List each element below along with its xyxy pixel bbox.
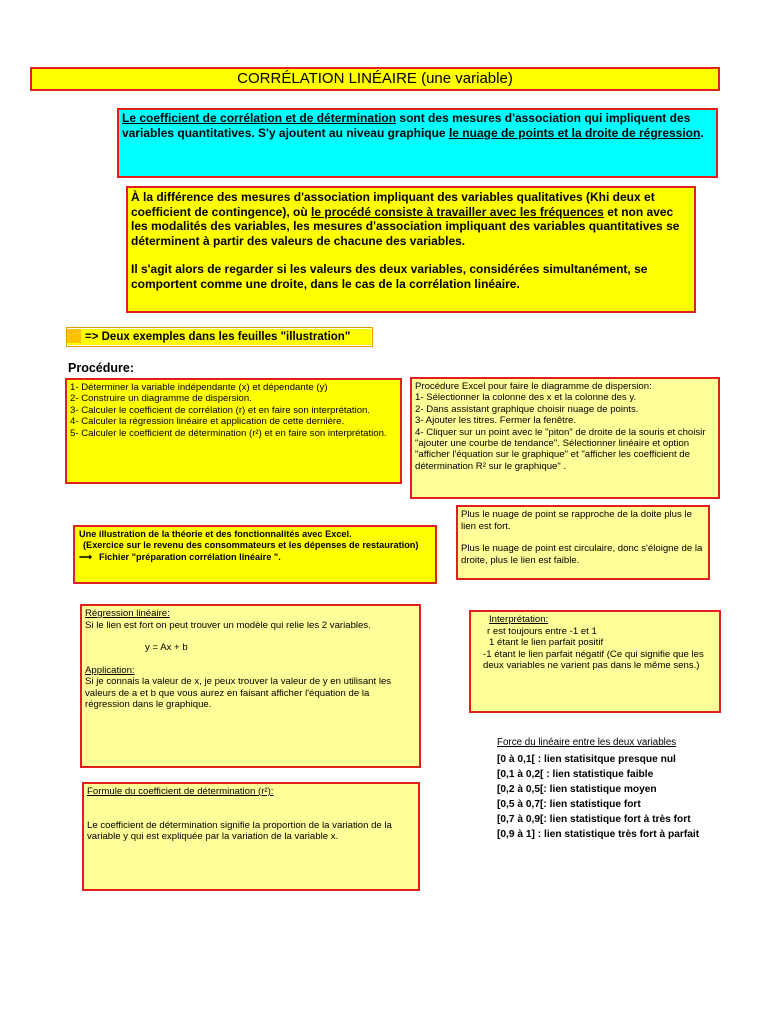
interpretation-box [469, 610, 721, 713]
interpretation-line: -1 étant le lien parfait négatif (Ce qui signifie que les deux variables ne varient pas dans le même sens.) [483, 648, 704, 672]
difference-text-1: À la différence des mesures d'association impliquant des variables qualitatives (Khi deux et coefficient de contingence), où [131, 190, 655, 219]
difference-frequency-term: le procédé consiste à travailler avec les fréquences [311, 204, 604, 219]
procedure-heading: Procédure: [68, 361, 134, 375]
regression-heading: Régression linéaire: [85, 608, 170, 619]
strength-row: [0,5 à 0,7[: lien statistique fort [497, 799, 641, 810]
intro-box [117, 108, 718, 178]
intro-term: Le coefficient de corrélation et de détermination [122, 111, 397, 125]
regression-text: Si le lien est fort on peut trouver un modèle qui relie les 2 variables. [85, 619, 371, 631]
scatter-note-box [456, 505, 710, 580]
scatter-note-1: Plus le nuage de point se rapproche de la doite plus le lien est fort. [461, 509, 692, 532]
examples-label: => Deux exemples dans les feuilles "illustration" [85, 331, 351, 343]
excel-step: Procédure Excel pour faire le diagramme de dispersion: [415, 381, 652, 392]
strength-row: [0 à 0,1[ : lien statisitque presque nul [497, 754, 676, 765]
difference-text-2: et non avec les modalités des variables, les mesures d'association impliquant des variables quantitatives se déterminent à partir des valeurs de chacune des variables. [131, 204, 680, 248]
procedure-step: 4- Calculer la régression linéaire et application de cette dernière. [70, 416, 345, 428]
strength-row: [0,7 à 0,9[: lien statistique fort à très fort [497, 814, 691, 825]
illustration-line-2: (Exercice sur le revenu des consommateurs et les dépenses de restauration) [83, 540, 419, 550]
procedure-steps-box [65, 378, 402, 484]
strength-heading: Force du linéaire entre les deux variables [497, 737, 677, 748]
application-text: Si je connais la valeur de x, je peux trouver la valeur de y en utilisant les valeurs de a et b que vous aurez en faisant afficher l'équation de la régression dans le graphique. [85, 676, 392, 710]
formula-text: Le coefficient de détermination signifie la proportion de la variation de la variable y qui est expliquée par la variation de la variable x. [87, 819, 392, 843]
orange-marker-icon [67, 329, 81, 343]
interpretation-line: 1 étant le lien parfait positif [489, 637, 604, 649]
interpretation-line: r est toujours entre -1 et 1 [487, 625, 597, 637]
illustration-line-1: Une illustration de la théorie et des fonctionnalités avec Excel. [79, 529, 352, 539]
arrow-right-icon: ⟶ [79, 552, 93, 562]
page-title: CORRÉLATION LINÉAIRE (une variable) [30, 67, 720, 91]
scatter-note-2: Plus le nuage de point est circulaire, donc s'éloigne de la droite, plus le lien est faible. [461, 543, 703, 566]
excel-step: 4- Cliquer sur un point avec le "piton" de droite de la souris et choisir "ajouter une courbe de tendance". Sélectionner linéaire et option "afficher l'équation sur le graphique" et "afficher les coefficient de détermination R² sur le graphique" . [415, 426, 706, 472]
procedure-step: 5- Calculer le coefficient de détermination (r²) et en faire son interprétation. [70, 427, 387, 439]
regression-equation: y = Ax + b [145, 642, 188, 653]
strength-row: [0,1 à 0,2[ : lien statistique faible [497, 769, 654, 780]
illustration-box [73, 525, 437, 584]
excel-step: 1- Sélectionner la colonne des x et la colonne des y. [415, 392, 637, 404]
procedure-step: 2- Construire un diagramme de dispersion. [70, 393, 252, 405]
examples-link[interactable] [66, 327, 373, 347]
strength-row: [0,2 à 0,5[: lien statistique moyen [497, 784, 657, 795]
intro-text: sont des mesures d'association qui impliquent des variables quantitatives. S'y ajoutent au niveau graphique [122, 111, 691, 140]
formula-heading: Formule du coefficient de détermination (r²): [87, 786, 274, 797]
procedure-step: 1- Déterminer la variable indépendante (x) et dépendante (y) [70, 382, 328, 393]
strength-scale [497, 737, 727, 842]
intro-graph-term: le nuage de points et la droite de régression [448, 126, 701, 140]
illustration-file-link[interactable]: Fichier "préparation corrélation linéaire ". [99, 552, 281, 562]
intro-end: . [700, 126, 704, 140]
determination-formula-box [82, 782, 420, 891]
excel-step: 3- Ajouter les titres. Fermer la fenêtre. [415, 415, 577, 427]
difference-paragraph-2: Il s'agit alors de regarder si les valeurs des deux variables, considérées simultanément, se comportent comme une droite, dans le cas de la corrélation linéaire. [131, 262, 648, 291]
excel-step: 2- Dans assistant graphique choisir nuage de points. [415, 403, 639, 415]
excel-procedure-box [410, 377, 720, 499]
difference-box [126, 186, 696, 313]
application-heading: Application: [85, 664, 135, 676]
procedure-step: 3- Calculer le coefficient de corrélation (r) et en faire son interprétation. [70, 404, 371, 416]
regression-box [80, 604, 421, 768]
strength-row: [0,9 à 1] : lien statistique très fort à parfait [497, 829, 700, 840]
interpretation-heading: Interprétation: [489, 614, 549, 625]
